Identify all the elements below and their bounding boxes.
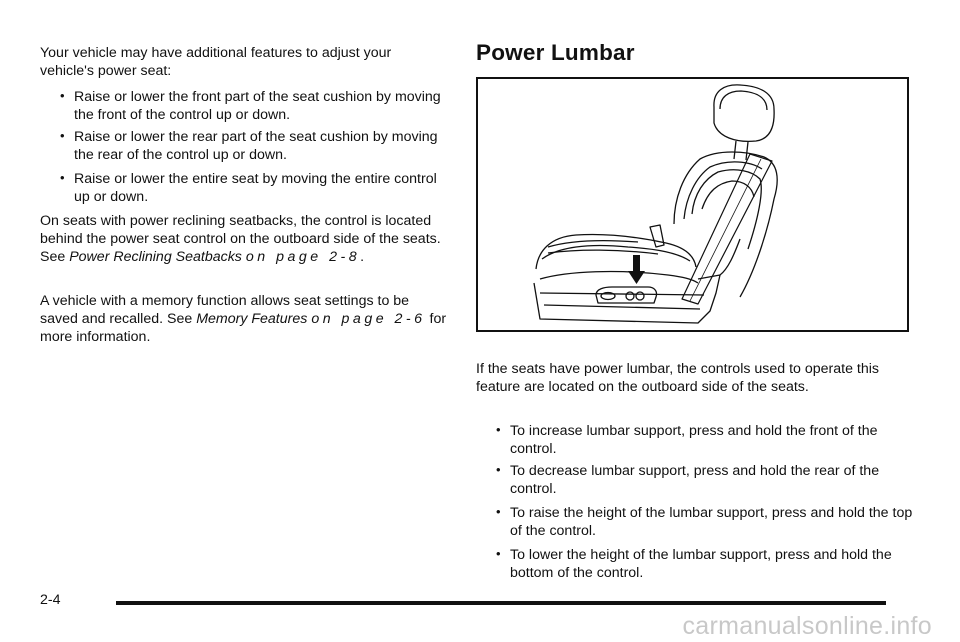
seat-illustration [478, 79, 907, 330]
seat-features-intro: Your vehicle may have additional features to adjust your vehicle's power seat: [40, 45, 392, 79]
arrow-down-icon [628, 255, 645, 284]
footer-divider [116, 601, 886, 605]
power-lumbar-intro: If the seats have power lumbar, the controls used to operate this feature are located on the outboard side of the seats. [476, 361, 879, 395]
recline-ref-page[interactable]: on page 2-8 [245, 249, 361, 265]
list-item: • Raise or lower the front part of the seat cushion by moving the front of the control up or down. [40, 88, 448, 124]
seat-figure [476, 77, 909, 332]
list-item: • Raise or lower the rear part of the seat cushion by moving the rear of the control up or down. [40, 128, 448, 164]
recline-end: . [360, 249, 365, 265]
memory-text: A vehicle with a memory function allows seat settings to be saved and recalled. See [40, 293, 410, 327]
list-item: • To increase lumbar support, press and hold the front of the control. [476, 422, 916, 458]
list-item: • To raise the height of the lumbar support, press and hold the top of the control. [476, 504, 916, 540]
memory-end: for more information. [40, 311, 447, 345]
list-item: • Raise or lower the entire seat by moving the entire control up or down. [40, 170, 448, 206]
memory-ref-link[interactable]: Memory Features [196, 311, 308, 327]
list-item: • To decrease lumbar support, press and hold the rear of the control. [476, 462, 916, 498]
recline-ref-link[interactable]: Power Reclining Seatbacks [69, 249, 242, 265]
recline-paragraph [40, 212, 448, 266]
section-heading: Power Lumbar [476, 40, 635, 65]
list-item: • To lower the height of the lumbar support, press and hold the bottom of the control. [476, 546, 916, 582]
page-number: 2-4 [40, 592, 61, 608]
recline-text: On seats with power reclining seatbacks, the control is located behind the power seat control on the outboard side of the seats. See [40, 213, 441, 265]
memory-paragraph [40, 292, 448, 346]
memory-ref-page[interactable]: on page 2-6 [311, 311, 426, 327]
watermark: carmanualsonline.info [682, 612, 932, 640]
